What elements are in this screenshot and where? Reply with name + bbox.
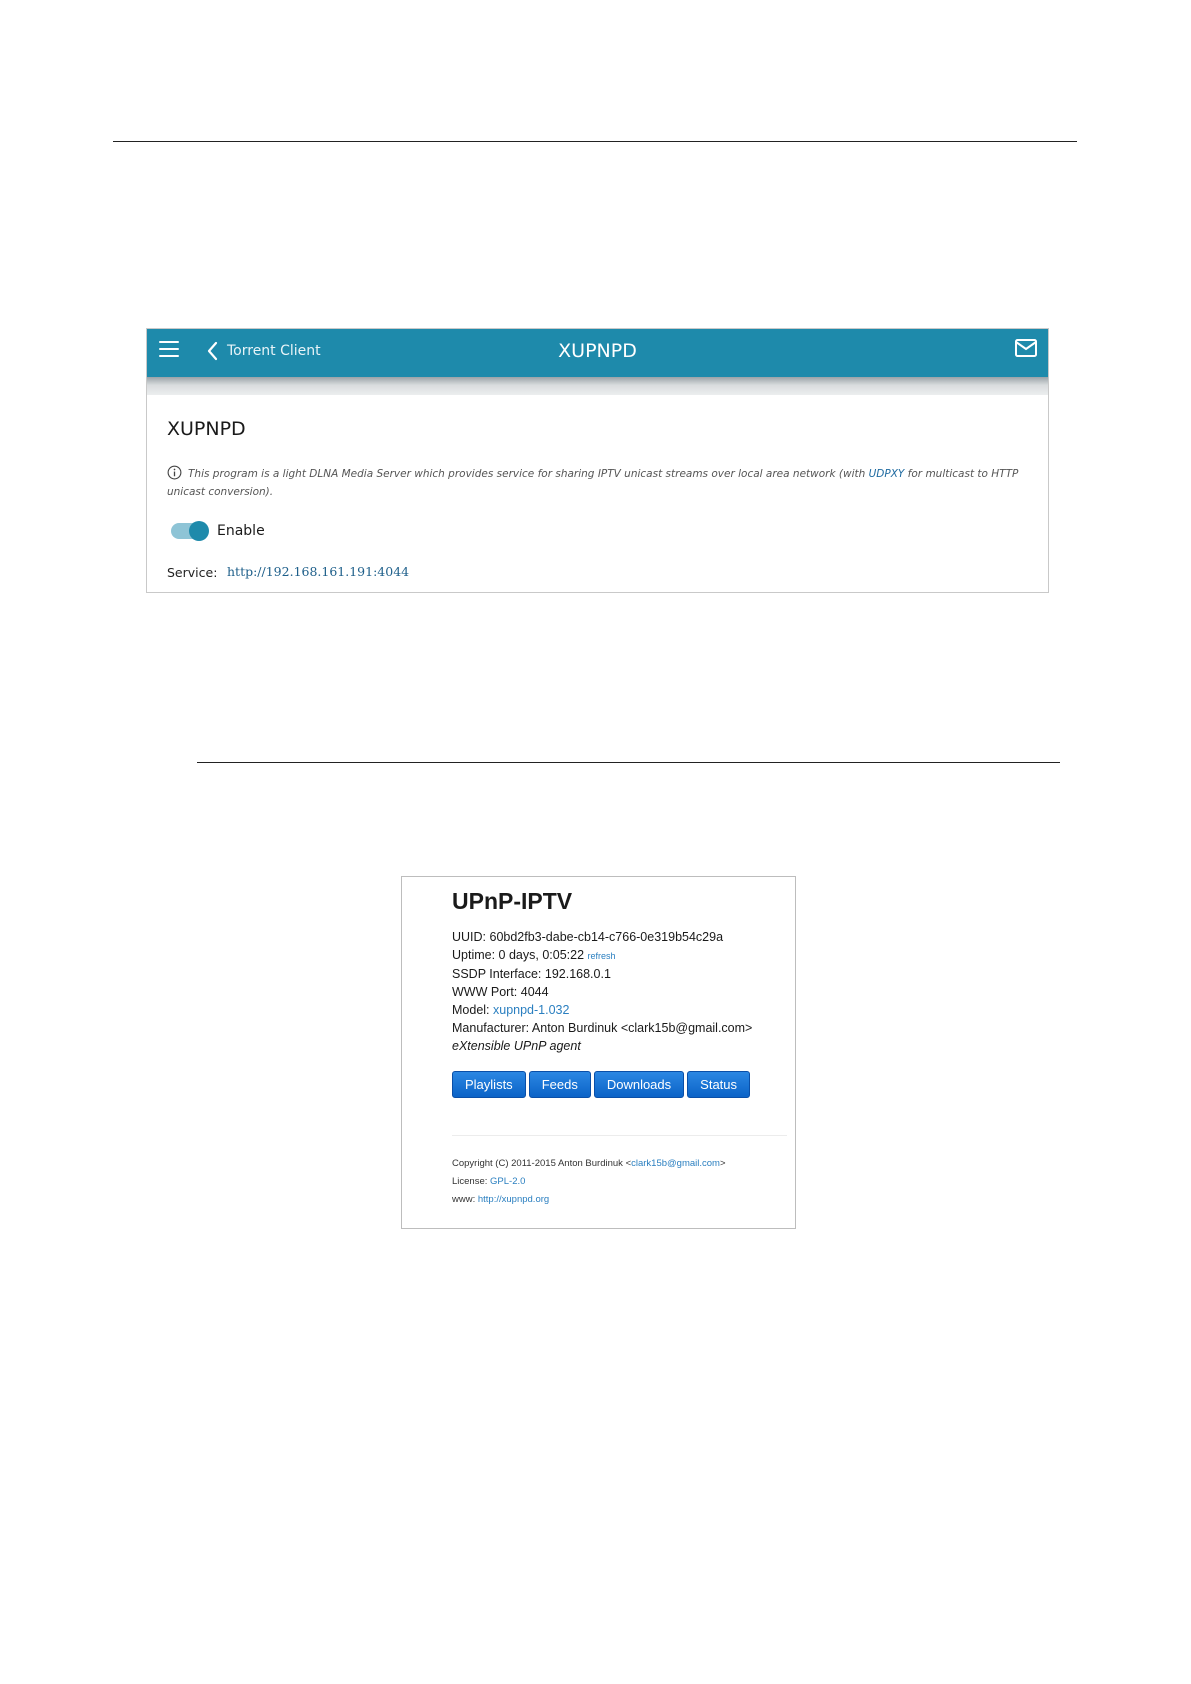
license-link[interactable]: GPL-2.0 <box>490 1176 526 1187</box>
status-button[interactable]: Status <box>687 1071 750 1098</box>
copyright-end: > <box>719 1158 726 1169</box>
info-text-end: for multicast to HTTP unicast conversion). <box>167 468 1019 498</box>
info-icon <box>167 465 182 480</box>
info-text-start: This program is a light DLNA Media Server which provides service for sharing IPTV unicast streams over local area network (with <box>188 468 869 480</box>
downloads-button[interactable]: Downloads <box>594 1071 684 1098</box>
section-title: XUPNPD <box>167 418 246 440</box>
model-line <box>452 1001 752 1019</box>
uptime-text: Uptime: 0 days, 0:05:22 <box>452 948 585 962</box>
nav-buttons <box>452 1071 750 1098</box>
copyright-email-link[interactable]: clark15b@gmail.com <box>631 1158 720 1169</box>
page-header-title: XUPNPD <box>558 340 637 362</box>
refresh-link[interactable]: refresh <box>587 951 616 961</box>
model-label: Model: <box>452 1003 493 1017</box>
uuid-line: UUID: 60bd2fb3-dabe-cb14-c766-0e319b54c29a <box>452 930 724 944</box>
playlists-button[interactable]: Playlists <box>452 1071 526 1098</box>
license-line <box>452 1173 726 1191</box>
manufacturer-line: Manufacturer: Anton Burdinuk <clark15b@gmail.com> <box>452 1021 753 1035</box>
copyright-line <box>452 1155 726 1173</box>
service-label: Service: <box>167 565 218 580</box>
ssdp-line: SSDP Interface: 192.168.0.1 <box>452 967 611 981</box>
toggle-knob <box>189 521 209 541</box>
top-bar-shadow <box>147 377 1048 395</box>
page-rule-middle <box>197 762 1060 763</box>
router-ui-screenshot <box>146 328 1049 593</box>
back-label: Torrent Client <box>227 343 321 359</box>
license-label: License: <box>452 1176 491 1187</box>
info-description <box>167 465 1027 501</box>
udpxy-link[interactable]: UDPXY <box>868 468 905 480</box>
footer-divider <box>452 1135 787 1136</box>
enable-toggle[interactable] <box>171 523 207 539</box>
upnp-iptv-screenshot <box>401 876 796 1229</box>
www-label: www: <box>452 1194 478 1205</box>
model-link[interactable]: xupnpd-1.032 <box>493 1003 570 1017</box>
page-rule-top <box>113 141 1077 142</box>
footer <box>452 1155 726 1209</box>
www-line <box>452 1191 726 1209</box>
enable-label: Enable <box>217 523 265 539</box>
upnp-title: UPnP-IPTV <box>452 888 573 914</box>
tagline: eXtensible UPnP agent <box>452 1039 581 1053</box>
uptime-line <box>452 946 752 965</box>
copyright-text: Copyright (C) 2011-2015 Anton Burdinuk < <box>452 1158 632 1169</box>
top-bar <box>147 329 1048 377</box>
port-line: WWW Port: 4044 <box>452 985 549 999</box>
www-link[interactable]: http://xupnpd.org <box>477 1194 550 1205</box>
mail-icon[interactable] <box>1014 338 1038 358</box>
service-url-link[interactable]: http://192.168.161.191:4044 <box>227 564 410 579</box>
feeds-button[interactable]: Feeds <box>529 1071 591 1098</box>
upnp-info-lines <box>452 928 752 1055</box>
